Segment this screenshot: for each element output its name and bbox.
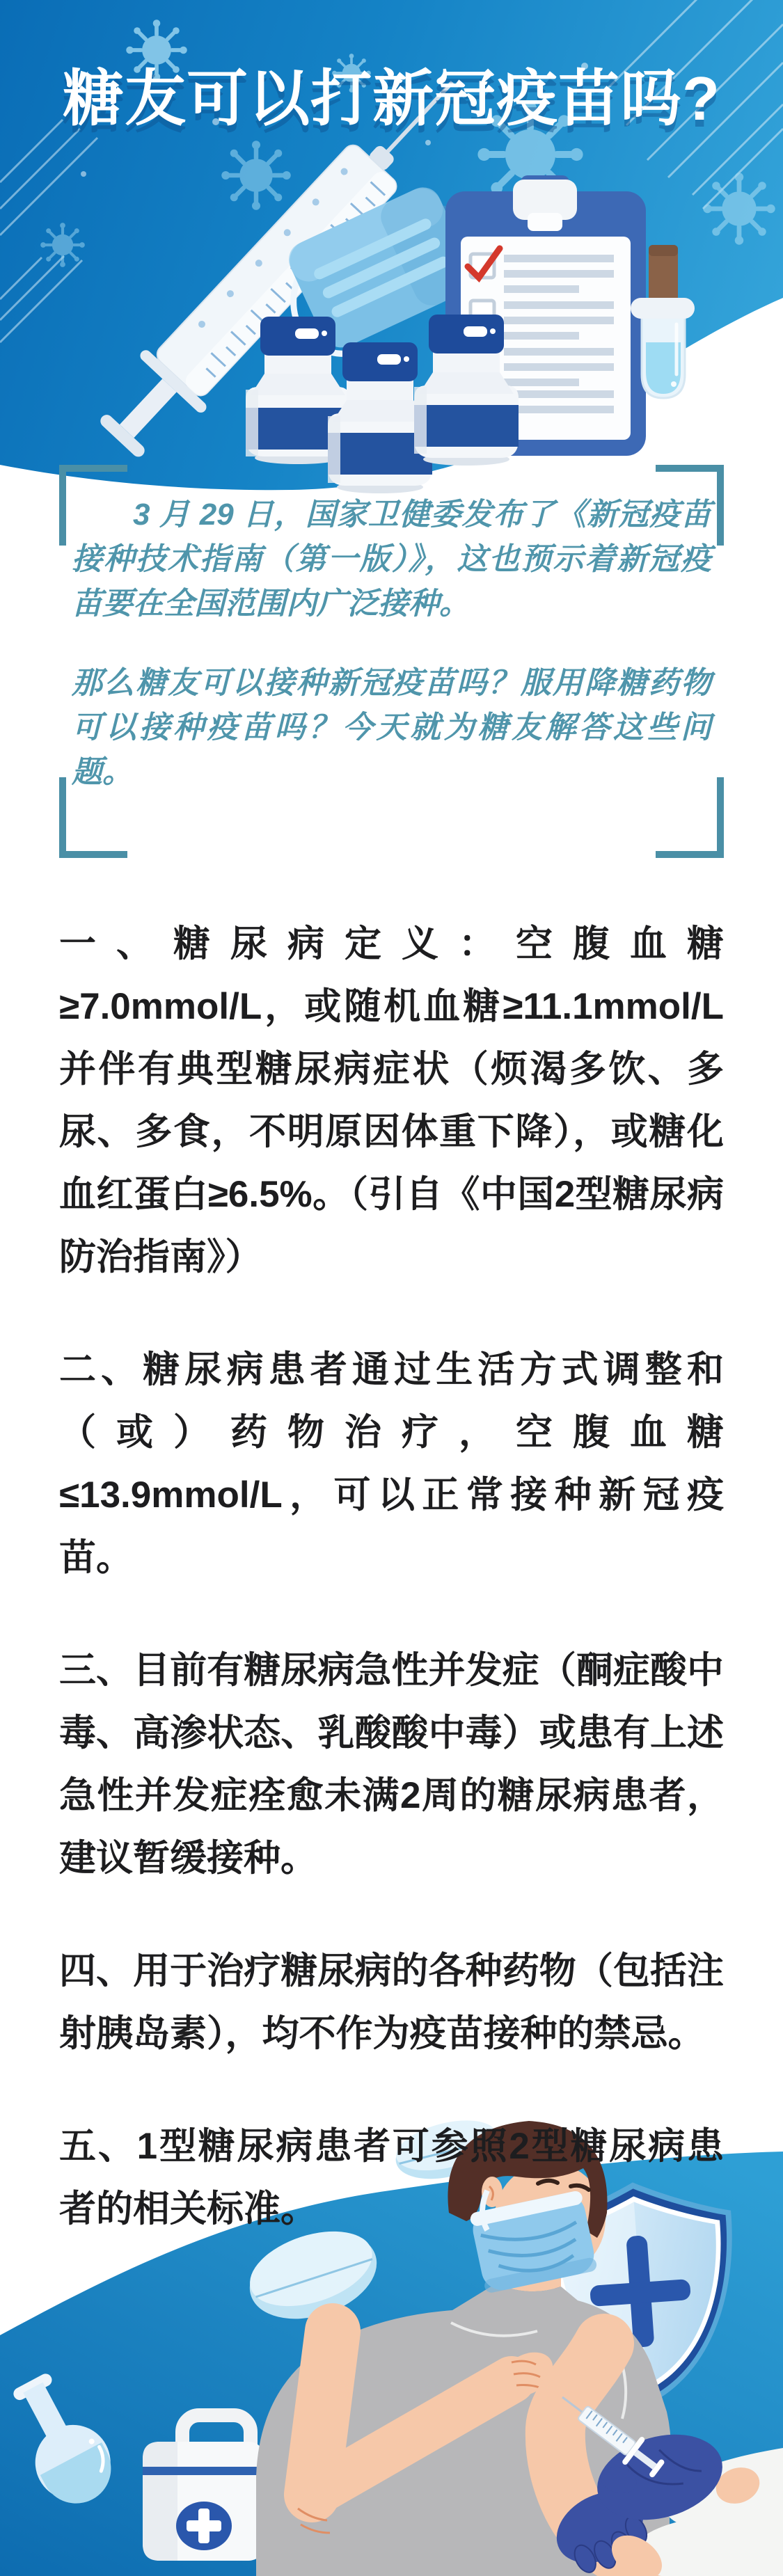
- article-body: [59, 913, 724, 2291]
- poster-title: 糖友可以打新冠疫苗吗?: [63, 64, 720, 133]
- hero-header: [0, 0, 783, 518]
- vaccine-vial-icon: [414, 315, 519, 466]
- virus-icon: [40, 223, 85, 267]
- article-item-2: 二、糖尿病患者通过生活方式调整和（或）药物治疗，空腹血糖≤13.9mmol/L，可以正常接种新冠疫苗。: [59, 1349, 724, 1578]
- intro-quote-box: [59, 465, 724, 858]
- virus-icon: [221, 141, 291, 210]
- intro-paragraph: 3 月 29 日，国家卫健委发布了《新冠疫苗接种技术指南（第一版）》，这也预示着新冠疫苗要在全国范围内广泛接种。: [72, 498, 711, 621]
- intro-paragraph: 那么糖友可以接种新冠疫苗吗？服用降糖药物可以接种疫苗吗？今天就为糖友解答这些问题。: [72, 666, 711, 789]
- virus-icon: [703, 173, 775, 244]
- article-item-4: 四、用于治疗糖尿病的各种药物（包括注射胰岛素），均不作为疫苗接种的禁忌。: [59, 1950, 724, 2054]
- article-item-1: 一、糖尿病定义：空腹血糖≥7.0mmol/L，或随机血糖≥11.1mmol/L并伴有典型糖尿病症状（烦渴多饮、多尿、多食，不明原因体重下降），或糖化血红蛋白≥6.5%。（引自《中国2型糖尿病防治指南》）: [59, 923, 724, 1278]
- intro-quote-text: [72, 493, 711, 795]
- article-item-3: 三、目前有糖尿病急性并发症（酮症酸中毒、高渗状态、乳酸酸中毒）或患有上述急性并发症痊愈未满2周的糖尿病患者，建议暂缓接种。: [59, 1650, 724, 1879]
- article-item-5: 五、1型糖尿病患者可参照2型糖尿病患者的相关标准。: [59, 2126, 724, 2229]
